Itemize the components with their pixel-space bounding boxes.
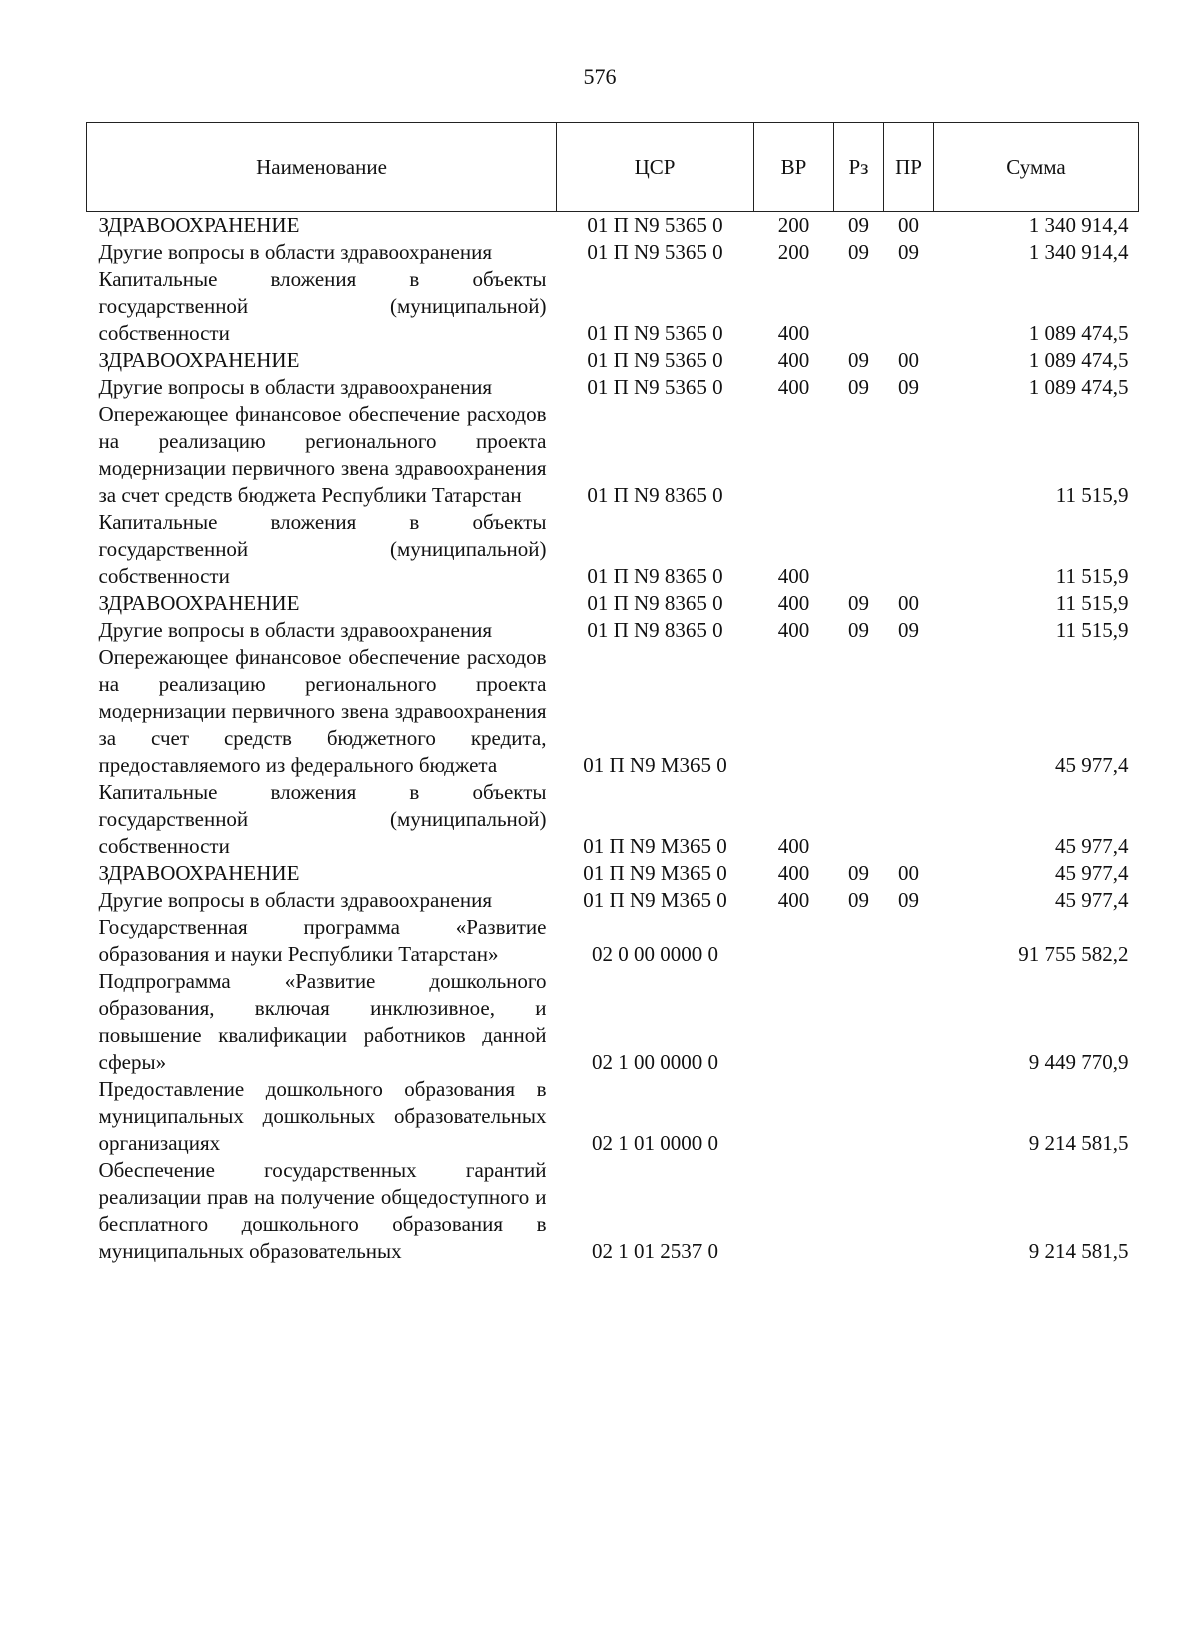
header-sum: Сумма	[934, 123, 1139, 212]
row-rz	[834, 968, 884, 1076]
row-rz: 09	[848, 375, 869, 399]
row-sum: 1 089 474,5	[1028, 375, 1129, 399]
row-rz: 09	[848, 348, 869, 372]
row-vr: 400	[777, 618, 810, 642]
row-pr: 09	[898, 888, 919, 912]
table-row	[87, 347, 1139, 374]
row-vr	[754, 1076, 834, 1157]
row-csr: 01 П N9 М365 0	[583, 861, 727, 885]
table-row	[87, 401, 1139, 509]
row-name: Государственная программа «Развитие образования и науки Республики Татарстан»	[98, 915, 547, 966]
row-pr	[884, 968, 934, 1076]
row-csr: 01 П N9 М365 0	[583, 888, 727, 912]
row-pr	[884, 644, 934, 779]
row-pr: 00	[898, 591, 919, 615]
row-pr: 09	[898, 375, 919, 399]
row-name: Капитальные вложения в объекты государственной (муниципальной) собственности	[98, 510, 547, 588]
row-name: ЗДРАВООХРАНЕНИЕ	[98, 213, 300, 237]
table-row	[87, 968, 1139, 1076]
row-vr: 400	[777, 375, 810, 399]
row-rz: 09	[848, 213, 869, 237]
table-row	[87, 374, 1139, 401]
row-rz	[834, 401, 884, 509]
row-name: Другие вопросы в области здравоохранения	[98, 618, 492, 642]
row-pr: 00	[898, 348, 919, 372]
row-name: Другие вопросы в области здравоохранения	[98, 888, 492, 912]
row-vr: 400	[777, 888, 810, 912]
row-name: ЗДРАВООХРАНЕНИЕ	[98, 348, 300, 372]
row-csr: 01 П N9 5365 0	[587, 321, 723, 345]
row-rz	[834, 644, 884, 779]
row-vr	[754, 914, 834, 968]
row-rz	[834, 779, 884, 860]
row-rz	[834, 509, 884, 590]
row-csr: 01 П N9 5365 0	[587, 375, 723, 399]
row-name: ЗДРАВООХРАНЕНИЕ	[98, 861, 300, 885]
row-sum: 1 340 914,4	[1028, 240, 1129, 264]
row-name: Обеспечение государственных гарантий реализации прав на получение общедоступного и бесплатного дошкольного образования в муниципальных образовательных	[98, 1158, 547, 1263]
row-pr	[884, 509, 934, 590]
table-row	[87, 644, 1139, 779]
row-sum: 11 515,9	[1055, 564, 1129, 588]
row-vr: 400	[777, 348, 810, 372]
table-header-row	[87, 123, 1139, 212]
table-row	[87, 887, 1139, 914]
header-rz: Рз	[834, 123, 884, 212]
page-number: 576	[583, 64, 617, 89]
row-vr	[754, 401, 834, 509]
header-vr: ВР	[754, 123, 834, 212]
row-rz: 09	[848, 591, 869, 615]
header-name: Наименование	[87, 123, 557, 212]
table-row	[87, 590, 1139, 617]
row-vr: 400	[777, 321, 810, 345]
row-csr: 02 1 01 0000 0	[592, 1131, 718, 1155]
row-rz	[834, 1157, 884, 1265]
row-pr	[884, 401, 934, 509]
row-sum: 45 977,4	[1055, 834, 1129, 858]
row-name: Капитальные вложения в объекты государственной (муниципальной) собственности	[98, 780, 547, 858]
row-csr: 01 П N9 5365 0	[587, 213, 723, 237]
row-sum: 11 515,9	[1055, 483, 1129, 507]
header-csr: ЦСР	[557, 123, 754, 212]
row-sum: 91 755 582,2	[1018, 942, 1129, 966]
row-vr	[754, 1157, 834, 1265]
row-csr: 01 П N9 8365 0	[587, 591, 723, 615]
table-row	[87, 212, 1139, 240]
row-pr: 09	[898, 240, 919, 264]
row-csr: 02 0 00 0000 0	[592, 942, 718, 966]
row-csr: 01 П N9 5365 0	[587, 240, 723, 264]
row-csr: 01 П N9 8365 0	[587, 564, 723, 588]
table-row	[87, 266, 1139, 347]
row-name: ЗДРАВООХРАНЕНИЕ	[98, 591, 300, 615]
row-pr	[884, 266, 934, 347]
row-rz	[834, 914, 884, 968]
row-pr: 00	[898, 213, 919, 237]
row-vr: 400	[777, 861, 810, 885]
row-name: Опережающее финансовое обеспечение расходов на реализацию регионального проекта модернизации первичного звена здравоохранения за счет средств бюджета Республики Татарстан	[98, 402, 547, 507]
row-name: Другие вопросы в области здравоохранения	[98, 375, 492, 399]
budget-table	[86, 122, 1139, 1265]
row-csr: 01 П N9 8365 0	[587, 618, 723, 642]
row-rz: 09	[848, 861, 869, 885]
row-pr	[884, 914, 934, 968]
table-row	[87, 914, 1139, 968]
row-sum: 11 515,9	[1055, 618, 1129, 642]
row-sum: 45 977,4	[1055, 861, 1129, 885]
row-sum: 9 214 581,5	[1028, 1239, 1129, 1263]
table-row	[87, 779, 1139, 860]
row-sum: 9 214 581,5	[1028, 1131, 1129, 1155]
table-row	[87, 617, 1139, 644]
header-pr: ПР	[884, 123, 934, 212]
row-name: Другие вопросы в области здравоохранения	[98, 240, 492, 264]
row-csr: 02 1 01 2537 0	[592, 1239, 718, 1263]
row-sum: 45 977,4	[1055, 753, 1129, 777]
row-vr: 200	[777, 213, 810, 237]
row-vr: 400	[777, 564, 810, 588]
row-rz: 09	[848, 240, 869, 264]
row-csr: 01 П N9 8365 0	[587, 483, 723, 507]
table-row	[87, 509, 1139, 590]
row-pr: 00	[898, 861, 919, 885]
row-pr	[884, 779, 934, 860]
row-vr: 400	[777, 591, 810, 615]
row-csr: 01 П N9 М365 0	[583, 753, 727, 777]
row-rz: 09	[848, 888, 869, 912]
row-csr: 01 П N9 М365 0	[583, 834, 727, 858]
row-rz	[834, 266, 884, 347]
row-sum: 1 089 474,5	[1028, 348, 1129, 372]
table-row	[87, 239, 1139, 266]
table-row	[87, 1157, 1139, 1265]
row-vr: 400	[777, 834, 810, 858]
row-csr: 02 1 00 0000 0	[592, 1050, 718, 1074]
row-sum: 1 340 914,4	[1028, 213, 1129, 237]
table-row	[87, 860, 1139, 887]
row-name: Опережающее финансовое обеспечение расходов на реализацию регионального проекта модернизации первичного звена здравоохранения за счет средств бюджетного кредита, предоставляемого из федерального бюджета	[98, 645, 547, 777]
row-csr: 01 П N9 5365 0	[587, 348, 723, 372]
row-name: Подпрограмма «Развитие дошкольного образования, включая инклюзивное, и повышение квалификации работников данной сферы»	[98, 969, 547, 1074]
row-vr	[754, 968, 834, 1076]
row-vr	[754, 644, 834, 779]
row-name: Предоставление дошкольного образования в муниципальных дошкольных образовательных организациях	[98, 1077, 547, 1155]
table-row	[87, 1076, 1139, 1157]
row-sum: 1 089 474,5	[1028, 321, 1129, 345]
row-name: Капитальные вложения в объекты государственной (муниципальной) собственности	[98, 267, 547, 345]
row-sum: 45 977,4	[1055, 888, 1129, 912]
row-pr	[884, 1157, 934, 1265]
row-sum: 9 449 770,9	[1028, 1050, 1129, 1074]
row-pr	[884, 1076, 934, 1157]
row-vr: 200	[777, 240, 810, 264]
row-rz: 09	[848, 618, 869, 642]
row-sum: 11 515,9	[1055, 591, 1129, 615]
row-rz	[834, 1076, 884, 1157]
row-pr: 09	[898, 618, 919, 642]
